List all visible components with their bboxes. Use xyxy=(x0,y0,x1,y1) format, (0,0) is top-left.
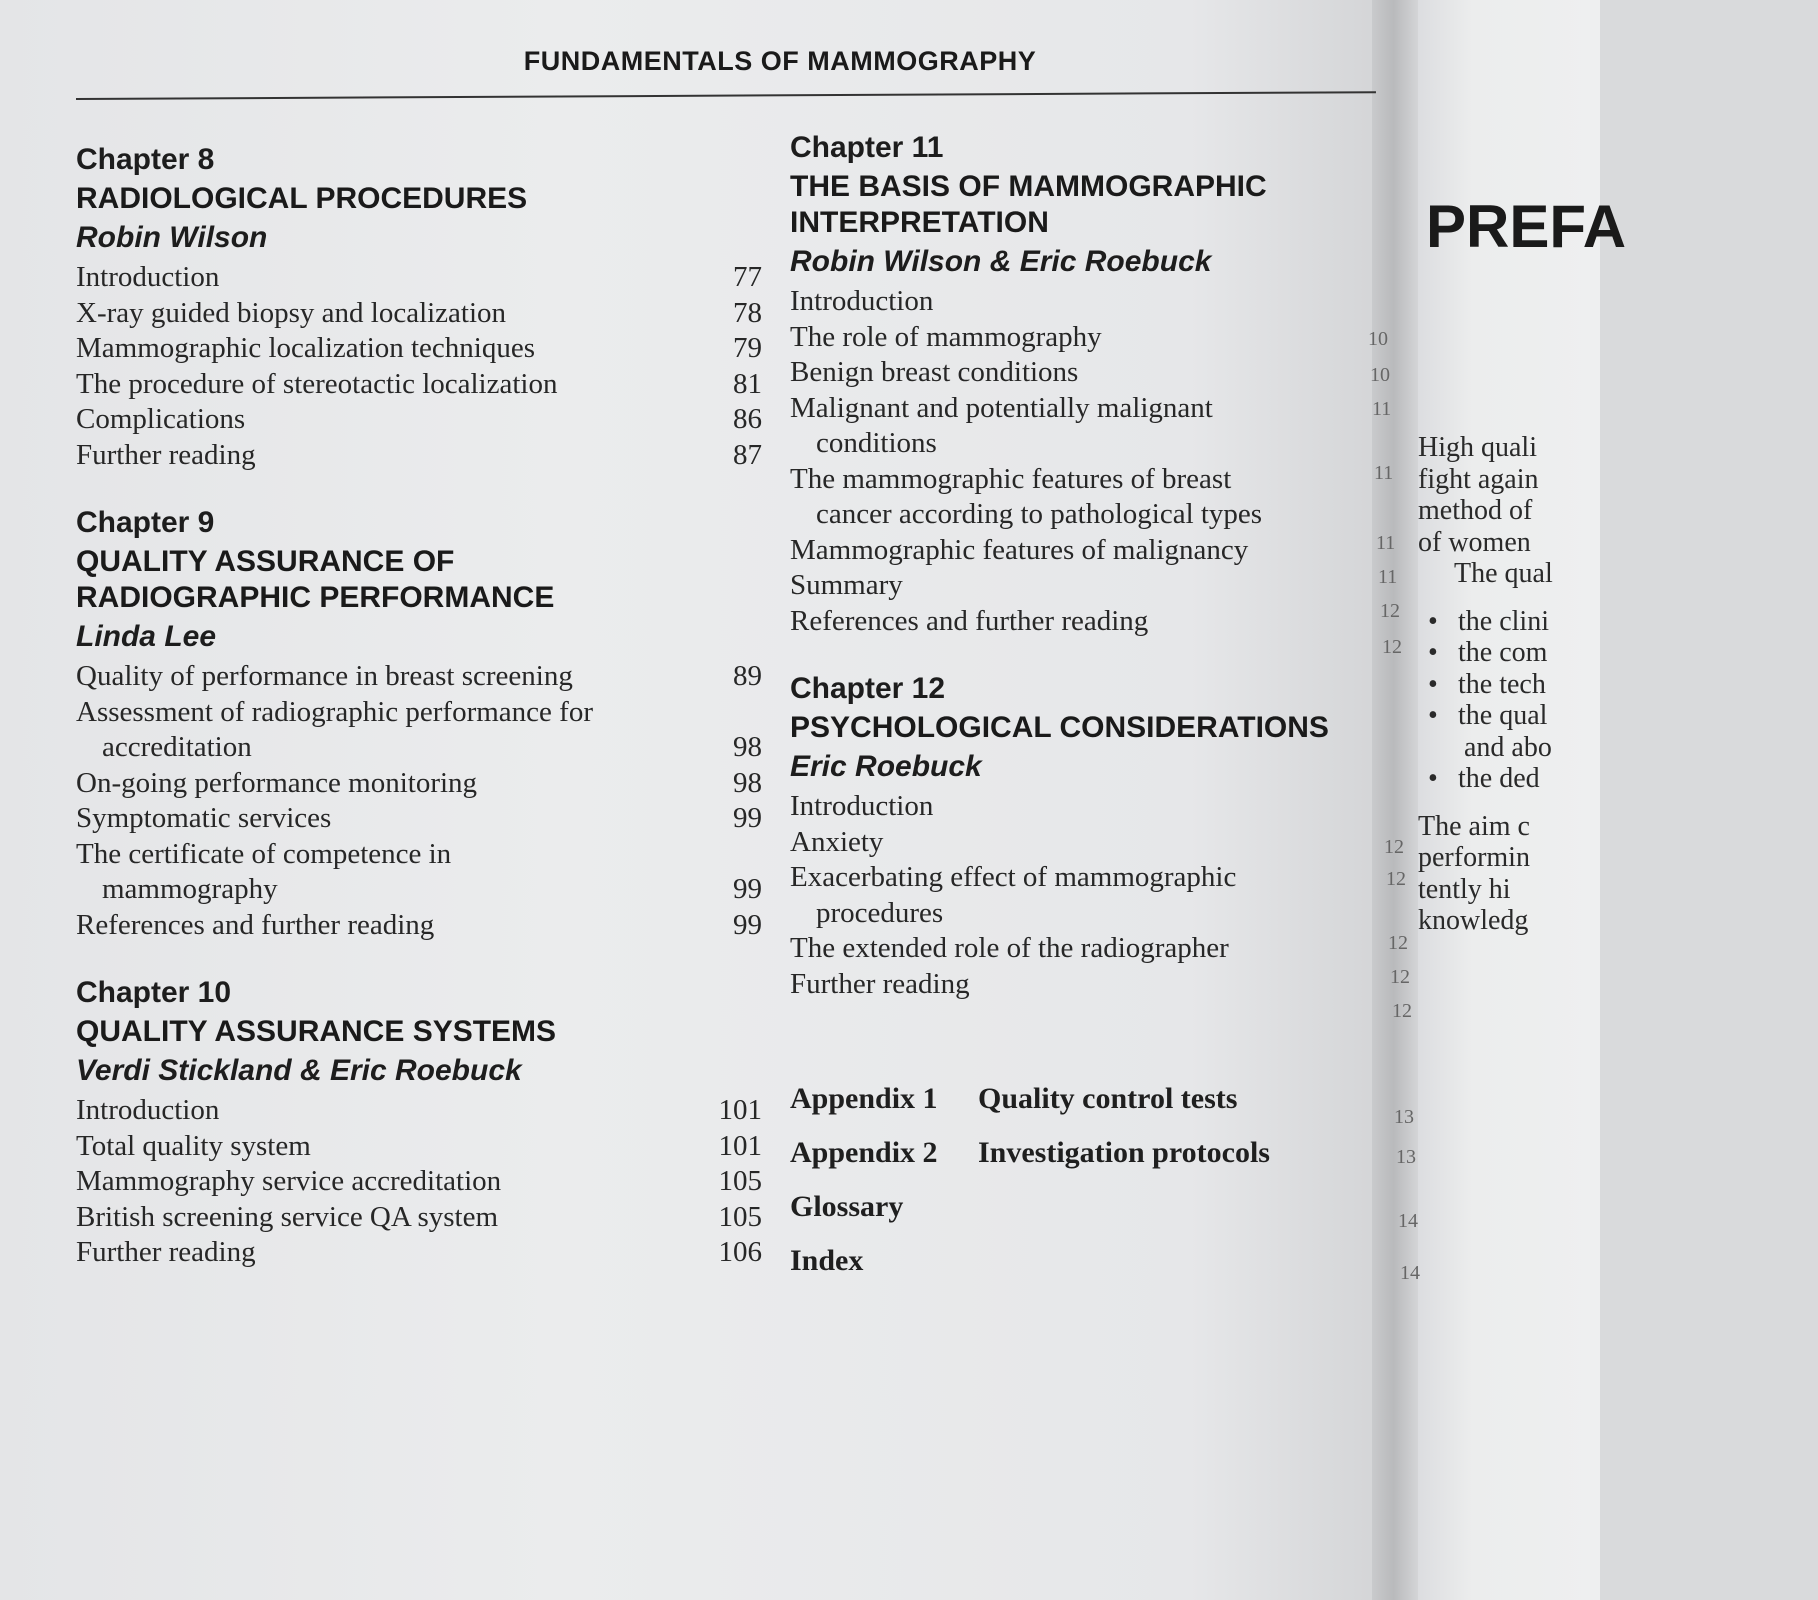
toc-entry-page: 86 xyxy=(733,403,762,435)
toc-entry[interactable] xyxy=(76,659,776,695)
toc-left-column xyxy=(76,140,776,1301)
toc-entry-page: 101 xyxy=(718,1094,762,1126)
toc-entry[interactable] xyxy=(790,967,1360,1003)
toc-entry-text-cont: mammography xyxy=(102,873,278,905)
toc-entry-text: The procedure of stereotactic localization xyxy=(76,367,558,400)
preface-title: PREFA xyxy=(1426,193,1627,260)
gutter-page-number: 12 xyxy=(1390,966,1410,988)
gutter-page-number: 10 xyxy=(1370,364,1390,386)
appendix-item[interactable] xyxy=(790,1072,1360,1126)
chapter-title: PSYCHOLOGICAL CONSIDERATIONS xyxy=(790,711,1329,744)
chapter-author: Verdi Stickland & Eric Roebuck xyxy=(76,1054,522,1087)
chapter-author: Linda Lee xyxy=(76,620,217,653)
bullet-icon: • xyxy=(1428,763,1438,794)
preface-bullet xyxy=(1418,700,1818,732)
appendix-label: Appendix 1 xyxy=(790,1082,938,1115)
toc-entry-text: Assessment of radiographic performance for xyxy=(76,695,593,728)
toc-entry[interactable] xyxy=(76,837,776,908)
toc-entry-text: Further reading xyxy=(76,1236,256,1268)
bullet-icon: • xyxy=(1428,637,1438,668)
gutter-page-number: 12 xyxy=(1380,600,1400,622)
toc-entry[interactable] xyxy=(790,391,1360,462)
toc-right-column xyxy=(790,128,1360,1288)
toc-entry-page: 98 xyxy=(733,731,762,763)
chapter-label: Chapter 12 xyxy=(790,672,946,705)
toc-entry-text: Further reading xyxy=(790,967,970,1000)
toc-entry[interactable] xyxy=(76,695,776,766)
toc-entry[interactable] xyxy=(790,284,1360,320)
toc-entry[interactable] xyxy=(76,1093,776,1129)
preface-bullet xyxy=(1418,637,1818,669)
gutter-page-number: 11 xyxy=(1372,398,1392,420)
bullet-icon: • xyxy=(1428,668,1438,700)
toc-entry[interactable] xyxy=(76,1164,776,1200)
toc-entry[interactable] xyxy=(76,1129,776,1165)
toc-entry-text: Mammographic localization techniques xyxy=(76,332,536,364)
toc-entry[interactable] xyxy=(790,860,1360,931)
toc-entry[interactable] xyxy=(790,789,1360,825)
chapter-title: THE BASIS OF MAMMOGRAPHIC xyxy=(790,170,1267,203)
chapter-title: INTERPRETATION xyxy=(790,206,1049,239)
toc-entry-page: 78 xyxy=(733,296,762,329)
book-page-right xyxy=(1418,0,1627,1600)
chapter-block xyxy=(76,973,776,1271)
gutter-page-number: 11 xyxy=(1376,532,1396,554)
toc-entry-text: Summary xyxy=(790,569,903,601)
toc-entry-text: Total quality system xyxy=(76,1129,311,1162)
toc-entry-text: British screening service QA system xyxy=(76,1200,499,1233)
chapter-block xyxy=(76,140,776,473)
gutter-page-number: 10 xyxy=(1368,328,1388,350)
preface-bullet-text: the com xyxy=(1458,637,1548,668)
gutter-page-number: 14 xyxy=(1398,1210,1418,1232)
preface-bullet-text: the qual xyxy=(1458,700,1548,731)
toc-entry[interactable] xyxy=(76,331,776,367)
toc-entry[interactable] xyxy=(790,825,1360,861)
preface-line: tently hi xyxy=(1418,873,1511,905)
chapter-author: Eric Roebuck xyxy=(790,750,982,783)
chapter-block xyxy=(790,669,1360,1002)
chapter-label: Chapter 9 xyxy=(76,506,215,539)
toc-entry-page: 79 xyxy=(733,332,762,364)
toc-entry[interactable] xyxy=(76,438,776,474)
preface-line: The qual xyxy=(1454,558,1553,589)
appendix-title: Quality control tests xyxy=(978,1082,1238,1115)
gutter-page-number: 12 xyxy=(1386,868,1406,890)
appendix-item[interactable] xyxy=(790,1234,1360,1288)
appendix-label: Index xyxy=(790,1244,864,1277)
toc-entry-page: 99 xyxy=(733,908,762,941)
toc-entry-text: On-going performance monitoring xyxy=(76,766,478,799)
toc-entry[interactable] xyxy=(76,801,776,837)
appendix-item[interactable] xyxy=(790,1180,1360,1234)
chapter-author: Robin Wilson & Eric Roebuck xyxy=(790,245,1212,278)
toc-entry-page: 77 xyxy=(733,261,762,293)
toc-entry[interactable] xyxy=(76,1200,776,1236)
toc-entry-text-cont: accreditation xyxy=(102,731,252,763)
gutter-page-number: 12 xyxy=(1382,636,1402,658)
toc-entry-text: The extended role of the radiographer xyxy=(790,932,1229,964)
toc-entry[interactable] xyxy=(790,931,1360,967)
chapter-label: Chapter 11 xyxy=(790,131,944,164)
toc-entry-text: The certificate of competence in xyxy=(76,837,452,870)
toc-entry-text-cont: cancer according to pathological types xyxy=(816,498,1263,530)
toc-entry[interactable] xyxy=(76,908,776,944)
preface-line: The aim c xyxy=(1418,810,1530,842)
chapter-label: Chapter 8 xyxy=(76,143,215,176)
running-head: FUNDAMENTALS OF MAMMOGRAPHY xyxy=(523,46,1037,76)
toc-entry-text: Mammography service accreditation xyxy=(76,1165,502,1197)
appendix-item[interactable] xyxy=(790,1126,1360,1180)
chapter-block xyxy=(76,503,776,943)
toc-entry-text: References and further reading xyxy=(790,604,1149,637)
preface-bullet-text: the ded xyxy=(1458,763,1540,794)
toc-entry[interactable] xyxy=(76,260,776,296)
preface-line: knowledg xyxy=(1418,905,1529,936)
toc-entry-page: 106 xyxy=(718,1236,762,1268)
appendix-list xyxy=(790,1072,1360,1288)
chapter-title: QUALITY ASSURANCE SYSTEMS xyxy=(76,1015,557,1048)
appendix-title: Investigation protocols xyxy=(978,1136,1270,1169)
preface-line: method of xyxy=(1418,495,1533,526)
appendix-label: Glossary xyxy=(790,1190,904,1223)
preface-text xyxy=(1418,432,1818,937)
gutter-page-number: 11 xyxy=(1378,566,1398,588)
gutter-page-number: 14 xyxy=(1400,1262,1420,1284)
preface-gap xyxy=(1418,590,1818,606)
toc-entry[interactable] xyxy=(790,462,1360,533)
toc-entry-text: The mammographic features of breast xyxy=(790,462,1232,495)
preface-bullet xyxy=(1418,669,1818,701)
toc-entry[interactable] xyxy=(76,766,776,802)
chapter-title: RADIOGRAPHIC PERFORMANCE xyxy=(76,581,555,614)
toc-entry-text: Anxiety xyxy=(790,825,884,858)
toc-entry-text: Introduction xyxy=(76,261,220,293)
preface-bullet xyxy=(1418,763,1818,795)
toc-entry-text: Symptomatic services xyxy=(76,802,332,834)
toc-entry-page: 101 xyxy=(718,1129,762,1162)
bullet-icon: • xyxy=(1428,700,1438,731)
preface-line: and abo xyxy=(1464,731,1552,763)
preface-line: of women xyxy=(1418,526,1531,558)
preface-bullet xyxy=(1418,606,1818,638)
preface-bullet-text: the tech xyxy=(1458,668,1546,700)
toc-entry-page: 105 xyxy=(718,1165,762,1197)
toc-entry[interactable] xyxy=(790,604,1360,640)
gutter-page-number: 12 xyxy=(1392,1000,1412,1022)
toc-entry-page: 87 xyxy=(733,438,762,471)
toc-entry[interactable] xyxy=(790,533,1360,569)
chapter-author: Robin Wilson xyxy=(76,221,268,254)
toc-entry-page: 81 xyxy=(733,367,762,400)
toc-entry[interactable] xyxy=(790,320,1360,356)
toc-entry[interactable] xyxy=(76,1235,776,1271)
gutter-page-number: 13 xyxy=(1394,1106,1414,1128)
toc-entry-page: 99 xyxy=(733,873,762,905)
book-gutter xyxy=(1372,0,1420,1600)
toc-entry-text: Exacerbating effect of mammographic xyxy=(790,861,1237,893)
gutter-page-number: 12 xyxy=(1384,836,1404,858)
toc-entry-text: References and further reading xyxy=(76,908,435,941)
toc-entry-text: The role of mammography xyxy=(790,320,1102,353)
chapter-block xyxy=(790,128,1360,639)
preface-line: High quali xyxy=(1418,432,1537,463)
toc-entry[interactable] xyxy=(790,568,1360,604)
toc-entry-text: Malignant and potentially malignant xyxy=(790,391,1213,424)
toc-entry-page: 99 xyxy=(733,802,762,834)
toc-entry[interactable] xyxy=(76,367,776,403)
preface-gap xyxy=(1418,795,1818,811)
gutter-page-number: 12 xyxy=(1388,932,1408,954)
preface-line: fight again xyxy=(1418,463,1539,495)
bullet-icon: • xyxy=(1428,605,1438,637)
chapter-title: RADIOLOGICAL PROCEDURES xyxy=(76,182,528,215)
gutter-page-number: 11 xyxy=(1374,462,1394,484)
toc-entry-text: Introduction xyxy=(790,285,934,317)
toc-entry-text: Complications xyxy=(76,403,246,435)
toc-entry-text: Mammographic features of malignancy xyxy=(790,533,1249,566)
toc-entry-text: Benign breast conditions xyxy=(790,356,1079,388)
toc-entry-text: Quality of performance in breast screening xyxy=(76,660,573,692)
preface-line: performin xyxy=(1418,842,1530,873)
toc-entry[interactable] xyxy=(76,402,776,438)
toc-entry[interactable] xyxy=(790,355,1360,391)
toc-entry-page: 105 xyxy=(718,1200,762,1233)
preface-bullet-text: the clini xyxy=(1458,605,1549,637)
toc-entry-text: Further reading xyxy=(76,438,256,471)
chapter-label: Chapter 10 xyxy=(76,976,232,1009)
toc-entry-text: Introduction xyxy=(790,790,934,822)
toc-entry-text: X-ray guided biopsy and localization xyxy=(76,296,507,329)
toc-entry-page: 89 xyxy=(733,660,762,692)
chapter-title: QUALITY ASSURANCE OF xyxy=(76,545,455,578)
toc-entry-text-cont: procedures xyxy=(816,896,944,929)
toc-entry-text-cont: conditions xyxy=(816,427,937,459)
appendix-label: Appendix 2 xyxy=(790,1136,938,1169)
toc-entry-text: Introduction xyxy=(76,1094,220,1126)
toc-entry-page: 98 xyxy=(733,766,762,799)
gutter-page-number: 13 xyxy=(1396,1146,1416,1168)
toc-entry[interactable] xyxy=(76,296,776,332)
